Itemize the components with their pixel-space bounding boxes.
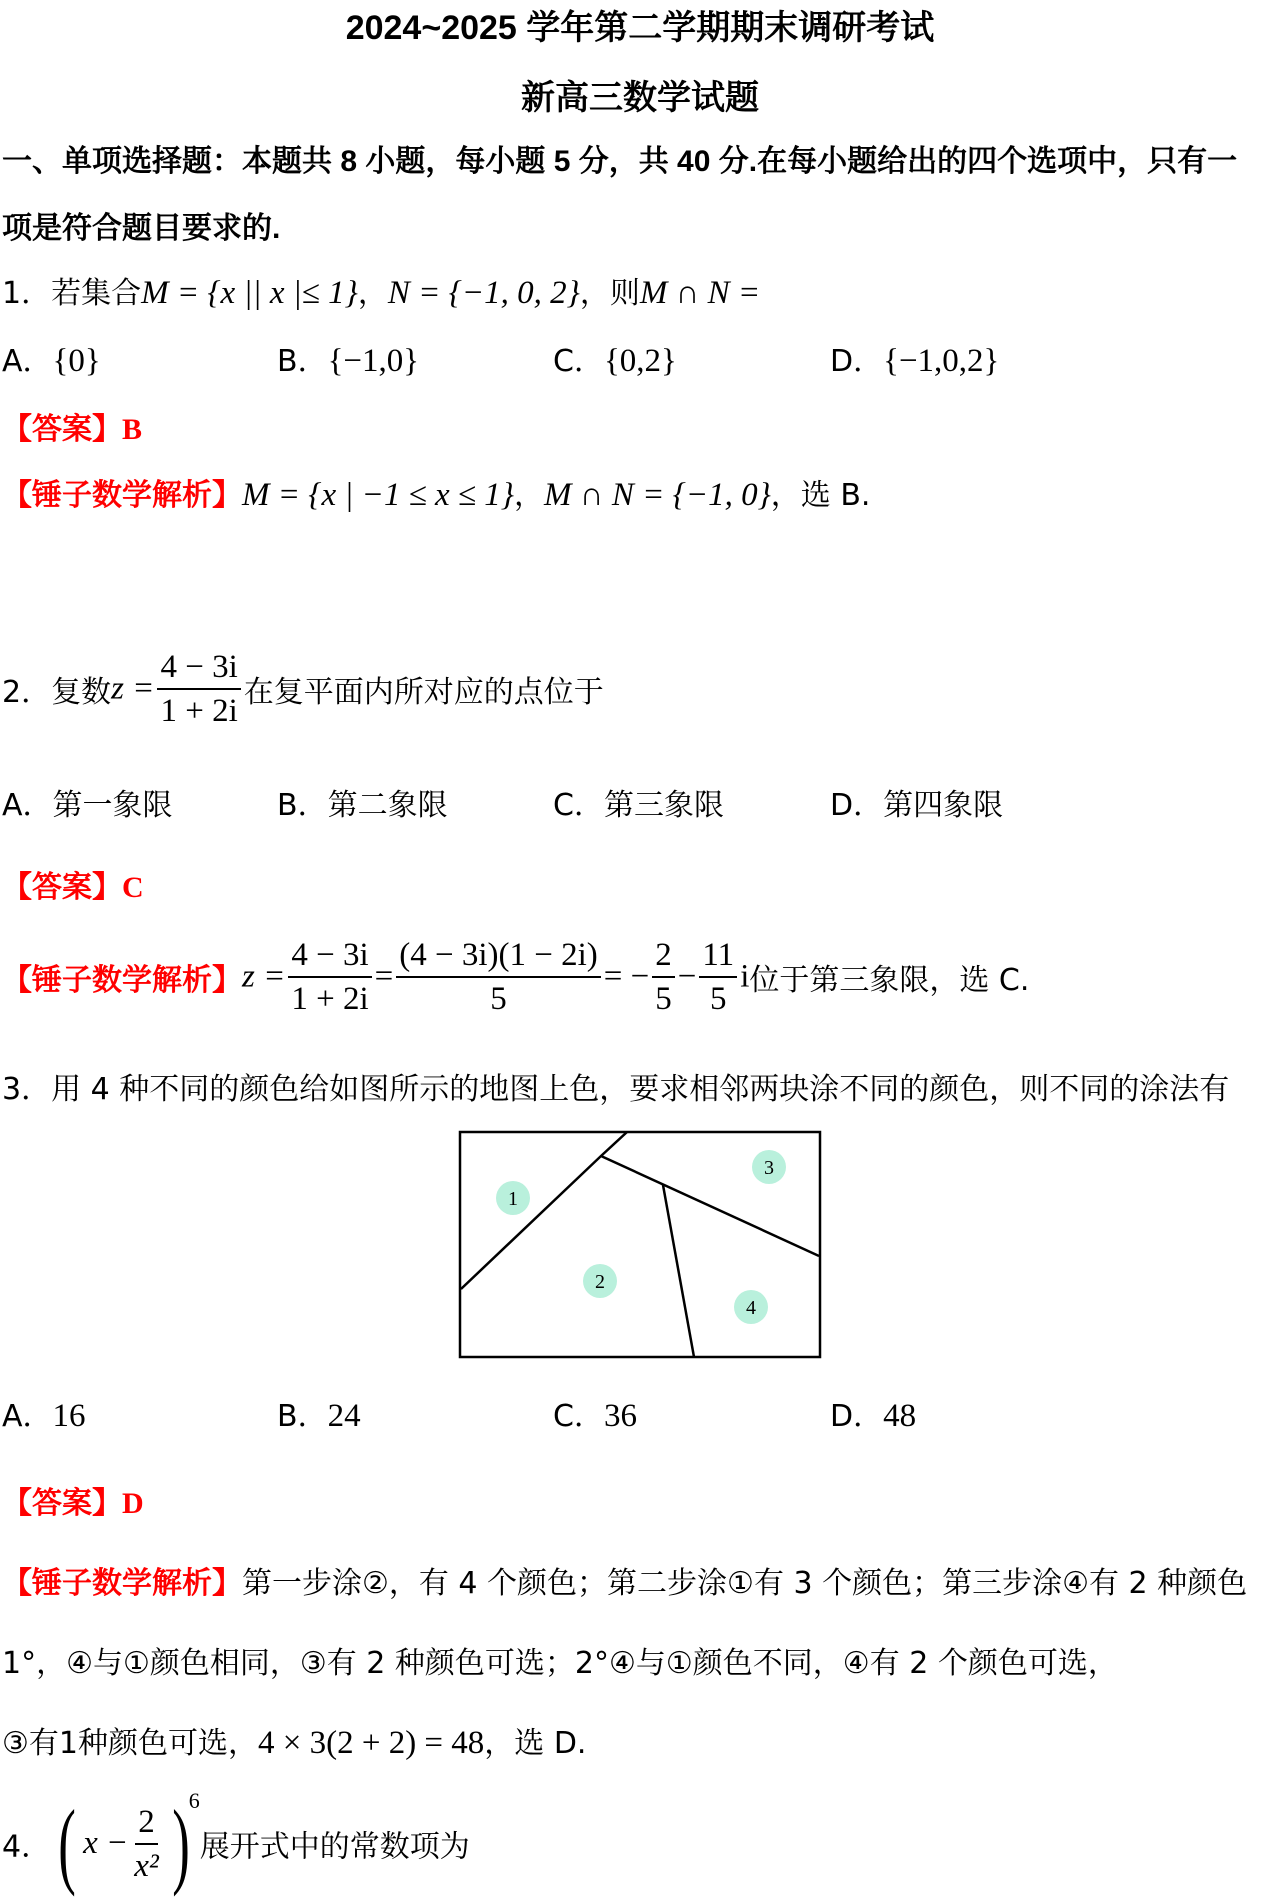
analysis-text: 第一步涂②，有 4 个颜色；第二步涂①有 3 个颜色；第三步涂④有 2 种颜色 — [242, 1566, 1248, 1601]
option-text: 第二象限 — [327, 788, 448, 823]
option-text: {−1,0} — [327, 343, 420, 379]
q3-analysis-line1 — [2, 1558, 1247, 1602]
option-text: 第三象限 — [603, 788, 724, 823]
analysis-math: M ∩ N = {−1, 0} — [544, 477, 771, 513]
region-3-label: 3 — [764, 1157, 774, 1179]
question-stem-prefix: 复数 — [51, 675, 112, 710]
option-text: 第一象限 — [52, 788, 173, 823]
intersection-expression: M ∩ N = — [639, 275, 761, 311]
question-stem-suffix: 展开式中的常数项为 — [199, 1829, 470, 1865]
q3-analysis-line3 — [2, 1718, 586, 1762]
z-equals: z = — [242, 958, 286, 995]
denominator: 1 + 2i — [160, 693, 238, 729]
set-n-definition: N = {−1, 0, 2} — [387, 275, 580, 311]
stem-middle: ，则 — [579, 276, 640, 311]
exam-subtitle: 新高三数学试题 — [521, 79, 759, 117]
separator: ， — [514, 478, 545, 513]
numerator: 2 — [652, 934, 675, 978]
q3-analysis-line2: 1°，④与①颜色相同，③有 2 种颜色可选；2°④与①颜色不同，④有 2 个颜色可选， — [2, 1646, 1118, 1681]
answer-value: B — [122, 413, 143, 446]
analysis-tail: ，选 B. — [770, 478, 871, 513]
section-heading-line2: 项是符合题目要求的. — [2, 212, 281, 245]
option-label: A． — [2, 788, 53, 823]
analysis-tail: 位于第三象限，选 C. — [749, 963, 1030, 998]
q3-option-b — [277, 1391, 361, 1435]
option-text: {0} — [52, 343, 101, 379]
analysis-math: 4 × 3(2 + 2) = 48 — [257, 1725, 485, 1761]
analysis-label: 【锤子数学解析】 — [2, 479, 242, 512]
numerator: 4 − 3i — [288, 934, 371, 978]
denominator: 5 — [710, 981, 727, 1017]
region-4-label: 4 — [746, 1297, 756, 1319]
region-2-label: 2 — [595, 1271, 605, 1293]
imaginary-unit: i — [740, 958, 750, 995]
map-boundary-line — [601, 1156, 819, 1256]
numerator: 4 − 3i — [157, 646, 240, 690]
option-label: B． — [277, 788, 328, 823]
denominator: 5 — [655, 981, 672, 1017]
option-label: C． — [553, 788, 604, 823]
question-number: 2． — [2, 675, 52, 710]
set-m-definition: M = {x || x |≤ 1} — [141, 275, 358, 311]
analysis-math: M = {x | −1 ≤ x ≤ 1} — [242, 477, 515, 513]
question-number: 1． — [2, 276, 52, 311]
question-number: 3． — [2, 1072, 52, 1107]
option-label: A． — [2, 1399, 53, 1434]
option-text: 36 — [603, 1398, 637, 1434]
q3-option-d — [830, 1391, 916, 1435]
fraction — [131, 1801, 162, 1887]
analysis-tail: ，选 D. — [484, 1726, 587, 1761]
region-3-marker — [752, 1150, 786, 1184]
question-4 — [2, 1788, 470, 1899]
section-heading-line1: 一、单项选择题：本题共 8 小题，每小题 5 分，共 40 分.在每小题给出的四个选项中，只有一 — [2, 145, 1238, 178]
z-equals: z = — [111, 670, 155, 707]
exponent: 6 — [188, 1788, 200, 1814]
expression-x: x − — [83, 1825, 129, 1861]
answer-label: 【答案】 — [2, 413, 122, 446]
map-boundary-line — [663, 1185, 694, 1357]
option-label: B． — [277, 1399, 328, 1434]
left-paren: ( — [58, 1790, 76, 1897]
numerator: 2 — [135, 1801, 158, 1845]
option-label: D． — [830, 344, 884, 379]
question-stem-prefix: 若集合 — [51, 276, 142, 311]
answer-value: C — [122, 871, 144, 904]
answer-label: 【答案】 — [2, 871, 122, 904]
denominator: 5 — [490, 981, 507, 1017]
option-label: A． — [2, 344, 53, 379]
denominator: 1 + 2i — [291, 981, 369, 1017]
exam-title: 2024~2025 学年第二学期期末调研考试 — [345, 9, 935, 47]
separator: ， — [357, 276, 388, 311]
option-text: 第四象限 — [883, 788, 1004, 823]
option-text: 24 — [327, 1398, 361, 1434]
q3-option-c — [553, 1391, 637, 1435]
option-label: C． — [553, 344, 604, 379]
option-label: D． — [830, 1399, 884, 1434]
region-4-marker — [734, 1290, 768, 1324]
option-label: B． — [277, 344, 328, 379]
q3-option-a — [2, 1391, 86, 1435]
region-1-label: 1 — [508, 1188, 518, 1210]
equals-minus: = − — [603, 958, 650, 995]
answer-value: D — [122, 1487, 144, 1520]
option-text: 16 — [52, 1398, 86, 1434]
region-1-marker — [496, 1181, 530, 1215]
option-label: D． — [830, 788, 884, 823]
answer-label: 【答案】 — [2, 1487, 122, 1520]
right-paren: ) — [171, 1790, 190, 1897]
minus: − — [677, 958, 697, 995]
question-stem: 用 4 种不同的颜色给如图所示的地图上色，要求相邻两块涂不同的颜色，则不同的涂法有 — [51, 1072, 1230, 1107]
option-label: C． — [553, 1399, 604, 1434]
question-number: 4． — [2, 1829, 52, 1865]
analysis-text: ③有1种颜色可选， — [2, 1726, 258, 1761]
numerator: 11 — [699, 934, 737, 978]
question-stem-suffix: 在复平面内所对应的点位于 — [243, 675, 604, 710]
option-text: {0,2} — [603, 343, 677, 379]
numerator: (4 − 3i)(1 − 2i) — [396, 934, 601, 978]
denominator: x² — [134, 1847, 159, 1884]
option-text: 48 — [883, 1398, 917, 1434]
region-2-marker — [583, 1264, 617, 1298]
q3-answer — [2, 1478, 144, 1522]
equals: = — [374, 958, 394, 995]
analysis-label: 【锤子数学解析】 — [2, 964, 242, 997]
option-text: {−1,0,2} — [883, 343, 1000, 379]
analysis-label: 【锤子数学解析】 — [2, 1567, 242, 1600]
